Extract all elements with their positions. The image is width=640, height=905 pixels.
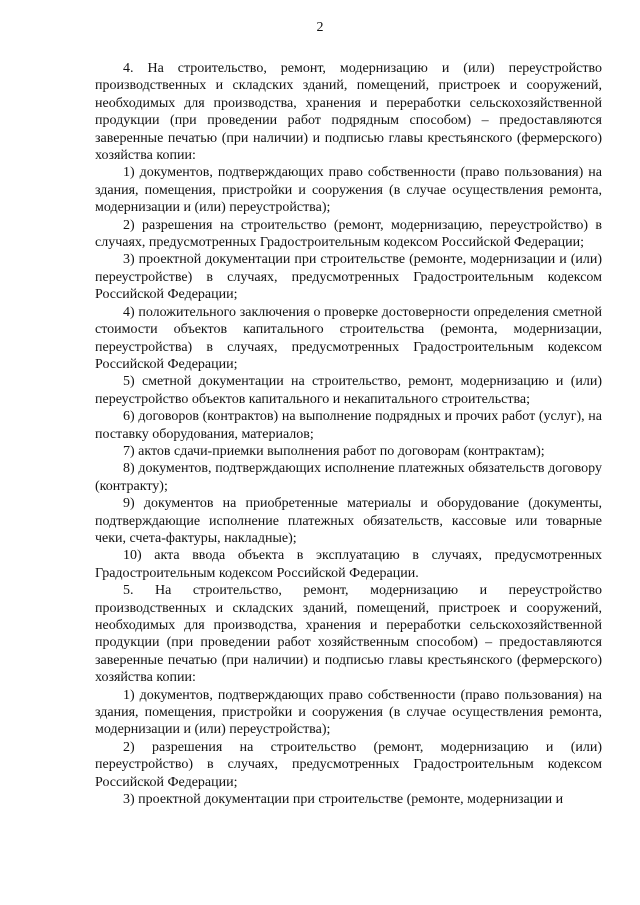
paragraph-item5-sub2: 2) разрешения на строительство (ремонт, модернизацию и (или) переустройство) в случаях, предусмотренных Градостроительным кодексом Российской Федерации; bbox=[95, 739, 602, 790]
paragraph-item4-sub8: 8) документов, подтверждающих исполнение платежных обязательств договору (контракту); bbox=[95, 461, 602, 494]
paragraph-item4-sub5: 5) сметной документации на строительство, ремонт, модернизацию и (или) переустройство объектов капитального и некапитального строительства; bbox=[95, 374, 602, 407]
paragraph-item4: 4. На строительство, ремонт, модернизацию и (или) переустройство производственных и складских зданий, помещений, пристроек и сооружений, необходимых для производства, хранения и переработки сельскохозяйственной продукции (при проведении работ подрядным способом) – предоставляются заверенные печатью (при наличии) и подписью главы крестьянского (фермерского) хозяйства копии: bbox=[95, 61, 602, 164]
page-number: 2 bbox=[316, 20, 324, 35]
paragraph-item4-sub10: 10) акта ввода объекта в эксплуатацию в случаях, предусмотренных Градостроительным кодексом Российской Федерации. bbox=[95, 548, 602, 581]
paragraph-item5-sub3: 3) проектной документации при строительстве (ремонте, модернизации и bbox=[123, 792, 564, 808]
paragraph-item4-sub4: 4) положительного заключения о проверке достоверности определения сметной стоимости объектов капитального строительства (ремонта, модернизации, переустройства) в случаях, предусмотренных Градостроительным кодексом Российской Федерации; bbox=[95, 304, 602, 372]
paragraph-item4-sub7: 7) актов сдачи-приемки выполнения работ по договорам (контрактам); bbox=[123, 443, 545, 459]
document-body bbox=[95, 60, 602, 808]
paragraph-item4-sub2: 2) разрешения на строительство (ремонт, модернизацию, переустройство) в случаях, предусмотренных Градостроительным кодексом Российской Федерации; bbox=[95, 217, 602, 251]
paragraph-item5-sub1: 1) документов, подтверждающих право собственности (право пользования) на здания, помещения, пристройки и сооружения (в случае осуществления ремонта, модернизации и (или) переустройства); bbox=[95, 687, 602, 738]
paragraph-item4-sub9: 9) документов на приобретенные материалы и оборудование (документы, подтверждающие исполнение платежных обязательств, кассовые или товарные чеки, счета-фактуры, накладные); bbox=[95, 496, 602, 546]
paragraph-item5: 5. На строительство, ремонт, модернизацию и переустройство производственных и складских зданий, помещений, пристроек и сооружений, необходимых для производства, хранения и переработки сельскохозяйственной продукции (при проведении работ хозяйственным способом) – предоставляются заверенные печатью (при наличии) и подписью главы крестьянского (фермерского) хозяйства копии: bbox=[95, 583, 602, 686]
paragraph-item4-sub1: 1) документов, подтверждающих право собственности (право пользования) на здания, помещения, пристройки и сооружения (в случае осуществления ремонта, модернизации и (или) переустройства); bbox=[95, 165, 602, 216]
paragraph-item4-sub3: 3) проектной документации при строительстве (ремонте, модернизации и (или) переустройстве) в случаях, предусмотренных Градостроительным кодексом Российской Федерации; bbox=[95, 252, 602, 303]
paragraph-item4-sub6: 6) договоров (контрактов) на выполнение подрядных и прочих работ (услуг), на поставку оборудования, материалов; bbox=[95, 409, 602, 442]
